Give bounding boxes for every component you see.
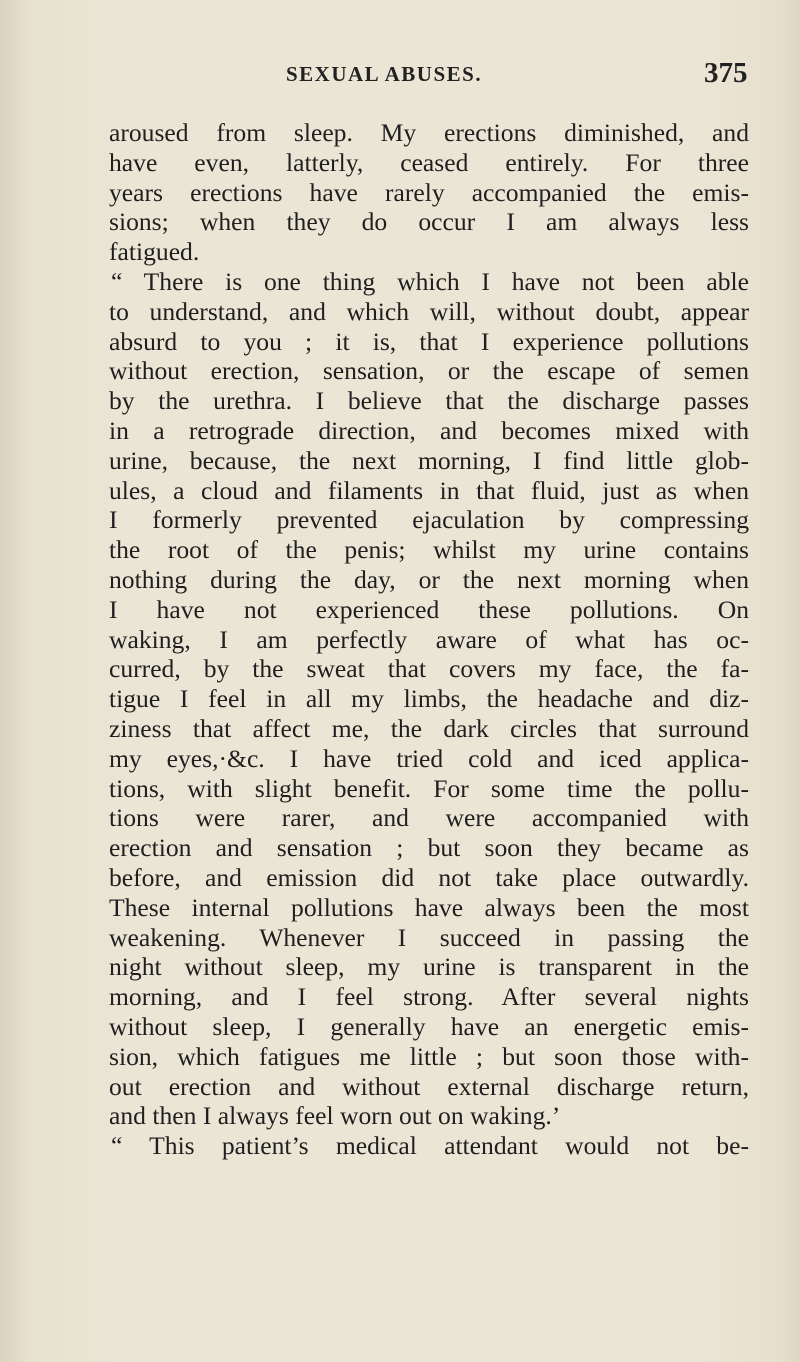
- text-line: ules, a cloud and filaments in that fluid, just as when: [109, 475, 749, 505]
- text-line: sion, which fatigues me little ; but soon those with-: [109, 1041, 749, 1071]
- text-line: I formerly prevented ejaculation by compressing: [109, 505, 749, 535]
- text-line: curred, by the sweat that covers my face, the fa-: [109, 654, 749, 684]
- text-line: years erections have rarely accompanied the emis-: [109, 177, 749, 207]
- text-line: morning, and I feel strong. After several nights: [109, 982, 749, 1012]
- text-line: absurd to you ; it is, that I experience pollutions: [109, 326, 749, 356]
- text-line: out erection and without external discharge return,: [109, 1071, 749, 1101]
- text-line: weakening. Whenever I succeed in passing the: [109, 922, 749, 952]
- text-line: night without sleep, my urine is transparent in the: [109, 952, 749, 982]
- text-line: tigue I feel in all my limbs, the headache and diz-: [109, 684, 749, 714]
- text-line: before, and emission did not take place outwardly.: [109, 862, 749, 892]
- text-line: without sleep, I generally have an energetic emis-: [109, 1011, 749, 1041]
- text-line: fatigued.: [109, 237, 200, 267]
- running-head: [0, 57, 800, 92]
- text-line: aroused from sleep. My erections diminished, and: [109, 118, 749, 147]
- text-line: waking, I am perfectly aware of what has oc-: [109, 624, 749, 654]
- text-line: I have not experienced these pollutions. On: [109, 594, 749, 624]
- page-number: 375: [704, 57, 748, 89]
- text-line: nothing during the day, or the next morning when: [109, 564, 749, 594]
- running-title: SEXUAL ABUSES.: [286, 62, 483, 86]
- text-line: to understand, and which will, without doubt, appear: [109, 296, 749, 326]
- text-line: in a retrograde direction, and becomes mixed with: [109, 415, 749, 445]
- text-line: “ This patient’s medical attendant would not be-: [111, 1131, 749, 1161]
- text-line: sions; when they do occur I am always less: [109, 207, 749, 237]
- text-line: and then I always feel worn out on waking.’: [109, 1101, 561, 1131]
- text-line: without erection, sensation, or the escape of semen: [109, 356, 749, 386]
- text-line: by the urethra. I believe that the discharge passes: [109, 386, 749, 416]
- text-line: ziness that affect me, the dark circles that surround: [109, 713, 749, 743]
- text-line: “ There is one thing which I have not been able: [111, 266, 749, 296]
- text-line: the root of the penis; whilst my urine contains: [109, 535, 749, 565]
- text-line: urine, because, the next morning, I find little glob-: [109, 445, 749, 475]
- text-line: my eyes,·&c. I have tried cold and iced applica-: [109, 743, 749, 773]
- text-line: erection and sensation ; but soon they became as: [109, 833, 749, 863]
- body-text: [109, 118, 749, 1161]
- text-line: have even, latterly, ceased entirely. For three: [109, 147, 749, 177]
- text-line: tions were rarer, and were accompanied with: [109, 803, 749, 833]
- text-line: These internal pollutions have always been the most: [109, 892, 749, 922]
- text-line: tions, with slight benefit. For some time the pollu-: [109, 773, 749, 803]
